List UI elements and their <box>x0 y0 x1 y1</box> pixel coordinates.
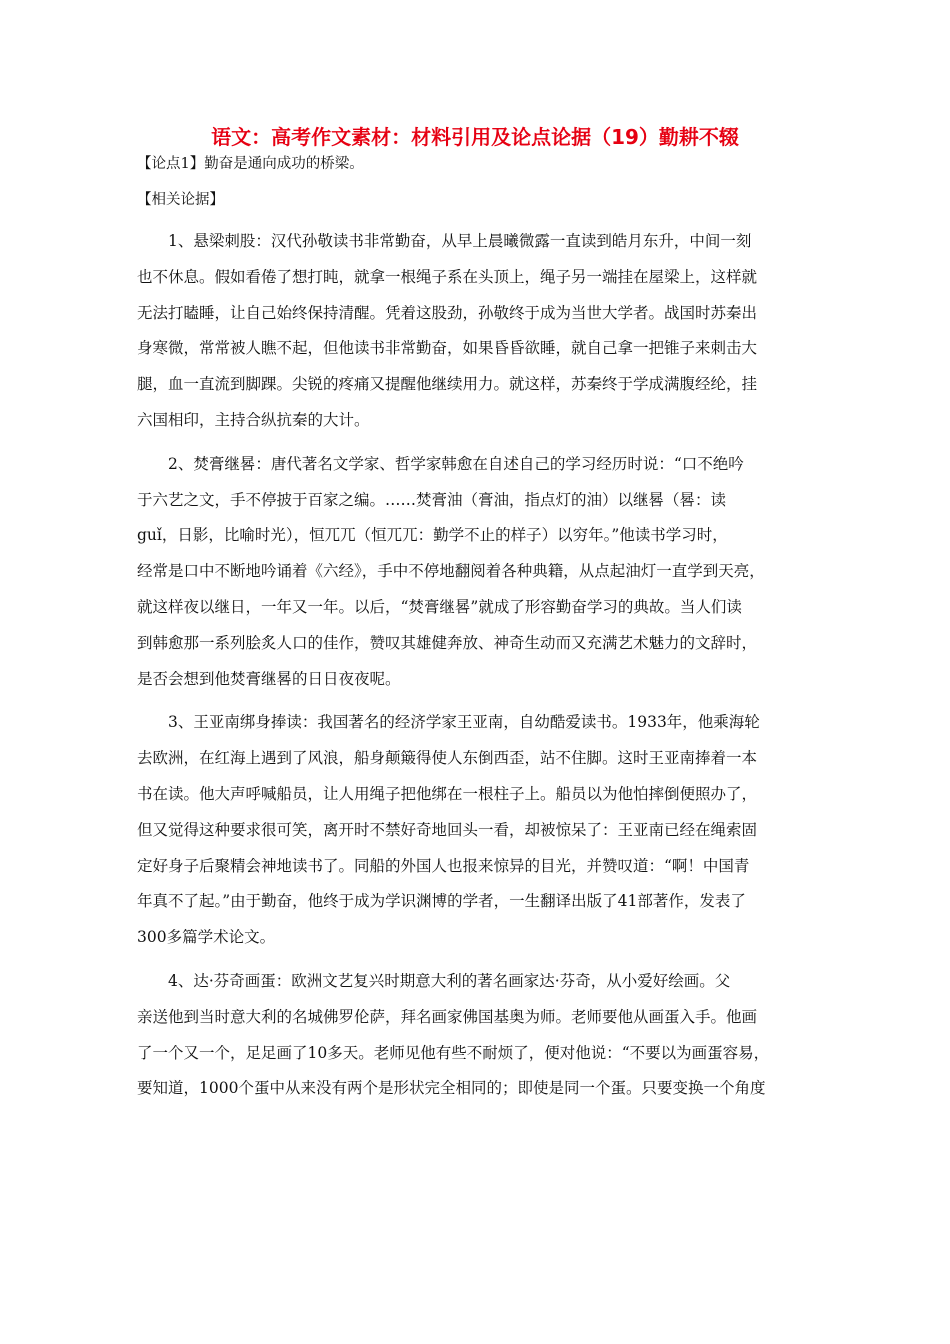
paragraph-line: 2、焚膏继晷：唐代著名文学家、哲学家韩愈在自述自己的学习经历时说：“口不绝吟 <box>168 454 744 473</box>
paragraph-1 <box>137 224 820 439</box>
paragraph-line: guǐ，日影，比喻时光），恒兀兀（恒兀兀：勤学不止的样子）以穷年。”他读书学习时， <box>137 526 728 545</box>
paragraph-line: 经常是口中不断地吟诵着《六经》，手中不停地翻阅着各种典籍，从点起油灯一直学到天亮， <box>137 562 765 581</box>
paragraph-line: 了一个又一个，足足画了10多天。老师见他有些不耐烦了，便对他说：“不要以为画蛋容易， <box>137 1043 770 1062</box>
thesis-line: 【论点1】勤奋是通向成功的桥梁。 <box>137 156 364 172</box>
paragraph-line: 亲送他到当时意大利的名城佛罗伦萨，拜名画家佛国基奥为师。老师要他从画蛋入手。他画 <box>137 1007 758 1026</box>
paragraph-line: 就这样夜以继日，一年又一年。以后，“焚膏继晷”就成了形容勤奋学习的典故。当人们读 <box>137 597 742 616</box>
paragraph-line: 年真不了起。”由于勤奋，他终于成为学识渊博的学者，一生翻译出版了41部著作，发表了 <box>137 892 746 911</box>
paragraph-2 <box>137 447 820 698</box>
paragraph-line: 无法打瞌睡，让自己始终保持清醒。凭着这股劲，孙敬终于成为当世大学者。战国时苏秦出 <box>137 303 758 322</box>
paragraph-line: 腿，血一直流到脚踝。尖锐的疼痛又提醒他继续用力。就这样，苏秦终于学成满腹经纶，挂 <box>137 375 758 394</box>
paragraph-line: 是否会想到他焚膏继晷的日日夜夜呢。 <box>137 669 401 688</box>
paragraph-4 <box>137 964 820 1107</box>
evidence-heading: 【相关论据】 <box>137 192 224 208</box>
paragraph-line: 去欧洲，在红海上遇到了风浪，船身颠簸得使人东倒西歪，站不住脚。这时王亚南捧着一本 <box>137 749 758 768</box>
paragraph-line: 定好身子后聚精会神地读书了。同船的外国人也报来惊异的目光，并赞叹道：“啊！中国青 <box>137 856 750 875</box>
paragraph-line: 于六艺之文，手不停披于百家之编。……焚膏油（膏油，指点灯的油）以继晷（晷：读 <box>137 490 727 509</box>
paragraph-line: 300多篇学术论文。 <box>137 928 276 947</box>
paragraph-line: 身寒微，常常被人瞧不起，但他读书非常勤奋，如果昏昏欲睡，就自己拿一把锥子来刺击大 <box>137 339 758 358</box>
paragraph-line: 4、达·芬奇画蛋：欧洲文艺复兴时期意大利的著名画家达·芬奇，从小爱好绘画。父 <box>168 971 731 990</box>
paragraph-line: 要知道，1000个蛋中从来没有两个是形状完全相同的；即使是同一个蛋。只要变换一个角度 <box>137 1079 766 1098</box>
document-body <box>137 152 820 1115</box>
paragraph-line: 但又觉得这种要求很可笑，离开时不禁好奇地回头一看，却被惊呆了：王亚南已经在绳索固 <box>137 820 758 839</box>
paragraph-line: 也不休息。假如看倦了想打盹，就拿一根绳子系在头顶上，绳子另一端挂在屋梁上，这样就 <box>137 267 758 286</box>
document-title: 语文：高考作文素材：材料引用及论点论据（19）勤耕不辍 <box>211 125 739 149</box>
paragraph-line: 书在读。他大声呼喊船员，让人用绳子把他绑在一根柱子上。船员以为他怕摔倒便照办了， <box>137 784 758 803</box>
paragraph-line: 3、王亚南绑身捧读：我国著名的经济学家王亚南，自幼酷爱读书。1933年，他乘海轮 <box>168 713 760 732</box>
paragraph-line: 六国相印，主持合纵抗秦的大计。 <box>137 410 370 429</box>
paragraph-3 <box>137 705 820 956</box>
paragraph-line: 1、悬梁刺股：汉代孙敬读书非常勤奋，从早上晨曦微露一直读到皓月东升，中间一刻 <box>168 232 752 250</box>
paragraph-line: 到韩愈那一系列脍炙人口的佳作，赞叹其雄健奔放、神奇生动而又充满艺术魅力的文辞时， <box>137 633 758 652</box>
